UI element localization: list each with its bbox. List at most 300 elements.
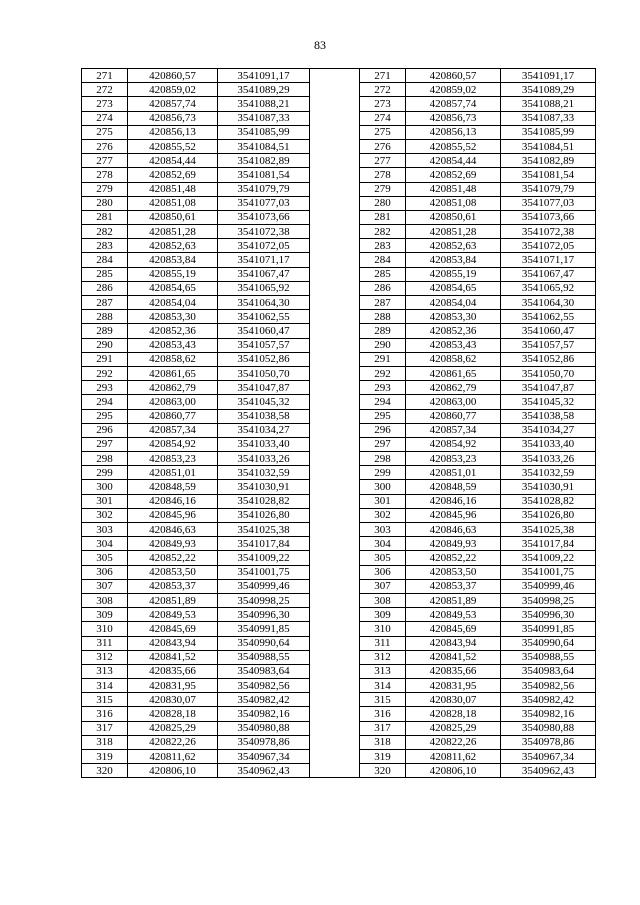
left-point-number-cell: 282: [82, 225, 128, 239]
right-x-coordinate-cell: 420856,13: [406, 125, 501, 139]
left-y-coordinate-cell: 3541084,51: [218, 139, 310, 153]
right-point-number-cell: 291: [360, 352, 406, 366]
column-gap: [310, 721, 360, 735]
left-x-coordinate-cell: 420863,00: [128, 395, 218, 409]
left-y-coordinate-cell: 3541045,32: [218, 395, 310, 409]
table-row: [82, 83, 596, 97]
column-gap: [310, 636, 360, 650]
left-x-coordinate-cell: 420853,50: [128, 565, 218, 579]
table-row: [82, 111, 596, 125]
table-row: [82, 154, 596, 168]
right-y-coordinate-cell: 3540962,43: [501, 764, 596, 778]
left-point-number-cell: 291: [82, 352, 128, 366]
left-x-coordinate-cell: 420845,69: [128, 622, 218, 636]
table-row: [82, 565, 596, 579]
left-point-number-cell: 304: [82, 537, 128, 551]
right-y-coordinate-cell: 3541034,27: [501, 423, 596, 437]
table-row: [82, 139, 596, 153]
left-point-number-cell: 309: [82, 608, 128, 622]
left-x-coordinate-cell: 420854,92: [128, 437, 218, 451]
table-row: [82, 735, 596, 749]
right-point-number-cell: 307: [360, 579, 406, 593]
left-point-number-cell: 320: [82, 764, 128, 778]
left-y-coordinate-cell: 3541033,40: [218, 437, 310, 451]
right-point-number-cell: 302: [360, 508, 406, 522]
table-row: [82, 579, 596, 593]
right-y-coordinate-cell: 3540999,46: [501, 579, 596, 593]
right-y-coordinate-cell: 3540998,25: [501, 593, 596, 607]
left-point-number-cell: 274: [82, 111, 128, 125]
left-x-coordinate-cell: 420845,96: [128, 508, 218, 522]
right-y-coordinate-cell: 3541072,05: [501, 239, 596, 253]
left-x-coordinate-cell: 420822,26: [128, 735, 218, 749]
right-y-coordinate-cell: 3541001,75: [501, 565, 596, 579]
left-y-coordinate-cell: 3540982,42: [218, 693, 310, 707]
right-point-number-cell: 313: [360, 664, 406, 678]
table-row: [82, 622, 596, 636]
column-gap: [310, 111, 360, 125]
left-point-number-cell: 296: [82, 423, 128, 437]
right-point-number-cell: 306: [360, 565, 406, 579]
right-y-coordinate-cell: 3541084,51: [501, 139, 596, 153]
left-y-coordinate-cell: 3541038,58: [218, 409, 310, 423]
left-y-coordinate-cell: 3541072,38: [218, 225, 310, 239]
left-y-coordinate-cell: 3540983,64: [218, 664, 310, 678]
table-row: [82, 225, 596, 239]
left-x-coordinate-cell: 420853,23: [128, 452, 218, 466]
table-row: [82, 324, 596, 338]
right-y-coordinate-cell: 3541050,70: [501, 366, 596, 380]
left-point-number-cell: 273: [82, 97, 128, 111]
right-point-number-cell: 314: [360, 679, 406, 693]
left-point-number-cell: 289: [82, 324, 128, 338]
left-x-coordinate-cell: 420858,62: [128, 352, 218, 366]
left-x-coordinate-cell: 420857,74: [128, 97, 218, 111]
right-point-number-cell: 311: [360, 636, 406, 650]
right-x-coordinate-cell: 420860,57: [406, 69, 501, 83]
right-x-coordinate-cell: 420852,63: [406, 239, 501, 253]
left-y-coordinate-cell: 3541062,55: [218, 310, 310, 324]
right-point-number-cell: 274: [360, 111, 406, 125]
left-y-coordinate-cell: 3541050,70: [218, 366, 310, 380]
right-y-coordinate-cell: 3540983,64: [501, 664, 596, 678]
left-x-coordinate-cell: 420861,65: [128, 366, 218, 380]
right-x-coordinate-cell: 420851,28: [406, 225, 501, 239]
left-point-number-cell: 272: [82, 83, 128, 97]
left-y-coordinate-cell: 3541087,33: [218, 111, 310, 125]
left-y-coordinate-cell: 3541081,54: [218, 168, 310, 182]
left-x-coordinate-cell: 420825,29: [128, 721, 218, 735]
left-point-number-cell: 297: [82, 437, 128, 451]
right-y-coordinate-cell: 3541047,87: [501, 381, 596, 395]
left-x-coordinate-cell: 420852,63: [128, 239, 218, 253]
table-row: [82, 239, 596, 253]
right-x-coordinate-cell: 420853,30: [406, 310, 501, 324]
table-row: [82, 452, 596, 466]
left-y-coordinate-cell: 3541009,22: [218, 551, 310, 565]
column-gap: [310, 154, 360, 168]
table-row: [82, 664, 596, 678]
left-y-coordinate-cell: 3541001,75: [218, 565, 310, 579]
left-point-number-cell: 299: [82, 466, 128, 480]
left-point-number-cell: 279: [82, 182, 128, 196]
column-gap: [310, 551, 360, 565]
column-gap: [310, 622, 360, 636]
coordinates-table-body: [82, 69, 596, 778]
right-y-coordinate-cell: 3541085,99: [501, 125, 596, 139]
right-x-coordinate-cell: 420862,79: [406, 381, 501, 395]
table-row: [82, 366, 596, 380]
left-x-coordinate-cell: 420856,13: [128, 125, 218, 139]
column-gap: [310, 267, 360, 281]
column-gap: [310, 664, 360, 678]
left-point-number-cell: 312: [82, 650, 128, 664]
right-x-coordinate-cell: 420831,95: [406, 679, 501, 693]
left-x-coordinate-cell: 420853,30: [128, 310, 218, 324]
right-x-coordinate-cell: 420846,16: [406, 494, 501, 508]
left-point-number-cell: 284: [82, 253, 128, 267]
left-y-coordinate-cell: 3541034,27: [218, 423, 310, 437]
table-row: [82, 523, 596, 537]
right-x-coordinate-cell: 420811,62: [406, 750, 501, 764]
right-y-coordinate-cell: 3540982,42: [501, 693, 596, 707]
left-y-coordinate-cell: 3541028,82: [218, 494, 310, 508]
left-y-coordinate-cell: 3541077,03: [218, 196, 310, 210]
left-x-coordinate-cell: 420846,16: [128, 494, 218, 508]
right-x-coordinate-cell: 420857,34: [406, 423, 501, 437]
right-y-coordinate-cell: 3541028,82: [501, 494, 596, 508]
right-y-coordinate-cell: 3541045,32: [501, 395, 596, 409]
table-row: [82, 253, 596, 267]
right-x-coordinate-cell: 420849,93: [406, 537, 501, 551]
right-y-coordinate-cell: 3540996,30: [501, 608, 596, 622]
right-x-coordinate-cell: 420845,96: [406, 508, 501, 522]
left-point-number-cell: 314: [82, 679, 128, 693]
right-y-coordinate-cell: 3541072,38: [501, 225, 596, 239]
left-x-coordinate-cell: 420849,93: [128, 537, 218, 551]
left-point-number-cell: 288: [82, 310, 128, 324]
right-point-number-cell: 285: [360, 267, 406, 281]
column-gap: [310, 83, 360, 97]
left-y-coordinate-cell: 3541091,17: [218, 69, 310, 83]
right-point-number-cell: 276: [360, 139, 406, 153]
right-point-number-cell: 273: [360, 97, 406, 111]
table-row: [82, 437, 596, 451]
table-row: [82, 650, 596, 664]
left-point-number-cell: 318: [82, 735, 128, 749]
table-row: [82, 281, 596, 295]
column-gap: [310, 139, 360, 153]
left-x-coordinate-cell: 420849,53: [128, 608, 218, 622]
column-gap: [310, 381, 360, 395]
left-point-number-cell: 281: [82, 210, 128, 224]
left-point-number-cell: 307: [82, 579, 128, 593]
right-x-coordinate-cell: 420846,63: [406, 523, 501, 537]
left-x-coordinate-cell: 420846,63: [128, 523, 218, 537]
left-point-number-cell: 276: [82, 139, 128, 153]
left-point-number-cell: 313: [82, 664, 128, 678]
left-y-coordinate-cell: 3540998,25: [218, 593, 310, 607]
right-y-coordinate-cell: 3541087,33: [501, 111, 596, 125]
table-row: [82, 707, 596, 721]
right-point-number-cell: 290: [360, 338, 406, 352]
left-y-coordinate-cell: 3541088,21: [218, 97, 310, 111]
left-y-coordinate-cell: 3541047,87: [218, 381, 310, 395]
column-gap: [310, 338, 360, 352]
column-gap: [310, 69, 360, 83]
column-gap: [310, 352, 360, 366]
column-gap: [310, 735, 360, 749]
table-row: [82, 636, 596, 650]
column-gap: [310, 608, 360, 622]
column-gap: [310, 366, 360, 380]
column-gap: [310, 523, 360, 537]
right-point-number-cell: 294: [360, 395, 406, 409]
right-x-coordinate-cell: 420853,23: [406, 452, 501, 466]
right-x-coordinate-cell: 420845,69: [406, 622, 501, 636]
right-point-number-cell: 272: [360, 83, 406, 97]
right-y-coordinate-cell: 3541032,59: [501, 466, 596, 480]
left-point-number-cell: 311: [82, 636, 128, 650]
left-point-number-cell: 303: [82, 523, 128, 537]
left-point-number-cell: 287: [82, 296, 128, 310]
right-point-number-cell: 318: [360, 735, 406, 749]
right-x-coordinate-cell: 420859,02: [406, 83, 501, 97]
left-y-coordinate-cell: 3541079,79: [218, 182, 310, 196]
table-row: [82, 97, 596, 111]
left-point-number-cell: 298: [82, 452, 128, 466]
column-gap: [310, 196, 360, 210]
right-x-coordinate-cell: 420861,65: [406, 366, 501, 380]
right-x-coordinate-cell: 420825,29: [406, 721, 501, 735]
right-point-number-cell: 292: [360, 366, 406, 380]
right-x-coordinate-cell: 420851,08: [406, 196, 501, 210]
left-point-number-cell: 294: [82, 395, 128, 409]
left-y-coordinate-cell: 3540967,34: [218, 750, 310, 764]
right-y-coordinate-cell: 3541073,66: [501, 210, 596, 224]
column-gap: [310, 508, 360, 522]
right-x-coordinate-cell: 420850,61: [406, 210, 501, 224]
right-y-coordinate-cell: 3540978,86: [501, 735, 596, 749]
right-x-coordinate-cell: 420852,69: [406, 168, 501, 182]
column-gap: [310, 480, 360, 494]
right-x-coordinate-cell: 420822,26: [406, 735, 501, 749]
left-y-coordinate-cell: 3541060,47: [218, 324, 310, 338]
right-point-number-cell: 275: [360, 125, 406, 139]
left-y-coordinate-cell: 3541030,91: [218, 480, 310, 494]
right-x-coordinate-cell: 420841,52: [406, 650, 501, 664]
column-gap: [310, 466, 360, 480]
left-point-number-cell: 290: [82, 338, 128, 352]
left-point-number-cell: 305: [82, 551, 128, 565]
table-row: [82, 352, 596, 366]
column-gap: [310, 679, 360, 693]
right-x-coordinate-cell: 420863,00: [406, 395, 501, 409]
column-gap: [310, 750, 360, 764]
right-y-coordinate-cell: 3540982,56: [501, 679, 596, 693]
left-x-coordinate-cell: 420852,22: [128, 551, 218, 565]
right-point-number-cell: 295: [360, 409, 406, 423]
right-point-number-cell: 312: [360, 650, 406, 664]
left-y-coordinate-cell: 3541073,66: [218, 210, 310, 224]
left-point-number-cell: 280: [82, 196, 128, 210]
column-gap: [310, 125, 360, 139]
right-y-coordinate-cell: 3541082,89: [501, 154, 596, 168]
left-x-coordinate-cell: 420843,94: [128, 636, 218, 650]
coordinates-table: [81, 68, 596, 778]
column-gap: [310, 97, 360, 111]
left-point-number-cell: 319: [82, 750, 128, 764]
right-point-number-cell: 281: [360, 210, 406, 224]
right-y-coordinate-cell: 3541081,54: [501, 168, 596, 182]
table-row: [82, 423, 596, 437]
left-y-coordinate-cell: 3541017,84: [218, 537, 310, 551]
right-point-number-cell: 320: [360, 764, 406, 778]
left-y-coordinate-cell: 3541064,30: [218, 296, 310, 310]
right-x-coordinate-cell: 420851,01: [406, 466, 501, 480]
right-y-coordinate-cell: 3541062,55: [501, 310, 596, 324]
right-point-number-cell: 293: [360, 381, 406, 395]
right-point-number-cell: 297: [360, 437, 406, 451]
column-gap: [310, 210, 360, 224]
table-row: [82, 593, 596, 607]
right-y-coordinate-cell: 3541067,47: [501, 267, 596, 281]
column-gap: [310, 494, 360, 508]
column-gap: [310, 537, 360, 551]
right-point-number-cell: 280: [360, 196, 406, 210]
right-point-number-cell: 279: [360, 182, 406, 196]
right-x-coordinate-cell: 420853,50: [406, 565, 501, 579]
left-point-number-cell: 275: [82, 125, 128, 139]
right-y-coordinate-cell: 3541088,21: [501, 97, 596, 111]
right-point-number-cell: 286: [360, 281, 406, 295]
right-y-coordinate-cell: 3541064,30: [501, 296, 596, 310]
right-x-coordinate-cell: 420828,18: [406, 707, 501, 721]
right-point-number-cell: 287: [360, 296, 406, 310]
table-row: [82, 537, 596, 551]
right-point-number-cell: 303: [360, 523, 406, 537]
right-x-coordinate-cell: 420835,66: [406, 664, 501, 678]
page-number: 83: [314, 38, 326, 52]
left-y-coordinate-cell: 3541067,47: [218, 267, 310, 281]
table-row: [82, 296, 596, 310]
right-point-number-cell: 310: [360, 622, 406, 636]
right-x-coordinate-cell: 420854,65: [406, 281, 501, 295]
right-y-coordinate-cell: 3540991,85: [501, 622, 596, 636]
right-x-coordinate-cell: 420860,77: [406, 409, 501, 423]
left-point-number-cell: 300: [82, 480, 128, 494]
left-x-coordinate-cell: 420851,28: [128, 225, 218, 239]
left-x-coordinate-cell: 420830,07: [128, 693, 218, 707]
left-y-coordinate-cell: 3541032,59: [218, 466, 310, 480]
right-y-coordinate-cell: 3540982,16: [501, 707, 596, 721]
right-point-number-cell: 283: [360, 239, 406, 253]
column-gap: [310, 182, 360, 196]
left-x-coordinate-cell: 420860,57: [128, 69, 218, 83]
left-x-coordinate-cell: 420850,61: [128, 210, 218, 224]
left-point-number-cell: 308: [82, 593, 128, 607]
table-row: [82, 395, 596, 409]
left-x-coordinate-cell: 420853,37: [128, 579, 218, 593]
right-x-coordinate-cell: 420855,52: [406, 139, 501, 153]
left-point-number-cell: 302: [82, 508, 128, 522]
right-point-number-cell: 315: [360, 693, 406, 707]
left-point-number-cell: 317: [82, 721, 128, 735]
column-gap: [310, 693, 360, 707]
table-row: [82, 466, 596, 480]
table-row: [82, 381, 596, 395]
right-x-coordinate-cell: 420854,04: [406, 296, 501, 310]
right-x-coordinate-cell: 420830,07: [406, 693, 501, 707]
right-point-number-cell: 271: [360, 69, 406, 83]
right-point-number-cell: 304: [360, 537, 406, 551]
right-x-coordinate-cell: 420851,89: [406, 593, 501, 607]
left-x-coordinate-cell: 420841,52: [128, 650, 218, 664]
column-gap: [310, 310, 360, 324]
right-y-coordinate-cell: 3541026,80: [501, 508, 596, 522]
right-point-number-cell: 300: [360, 480, 406, 494]
right-y-coordinate-cell: 3541009,22: [501, 551, 596, 565]
right-y-coordinate-cell: 3541060,47: [501, 324, 596, 338]
right-point-number-cell: 284: [360, 253, 406, 267]
table-row: [82, 196, 596, 210]
right-x-coordinate-cell: 420857,74: [406, 97, 501, 111]
left-x-coordinate-cell: 420828,18: [128, 707, 218, 721]
left-point-number-cell: 283: [82, 239, 128, 253]
left-x-coordinate-cell: 420835,66: [128, 664, 218, 678]
right-point-number-cell: 277: [360, 154, 406, 168]
right-point-number-cell: 278: [360, 168, 406, 182]
right-x-coordinate-cell: 420854,44: [406, 154, 501, 168]
right-y-coordinate-cell: 3541091,17: [501, 69, 596, 83]
right-point-number-cell: 301: [360, 494, 406, 508]
table-row: [82, 551, 596, 565]
right-point-number-cell: 309: [360, 608, 406, 622]
right-x-coordinate-cell: 420843,94: [406, 636, 501, 650]
left-y-coordinate-cell: 3540999,46: [218, 579, 310, 593]
right-y-coordinate-cell: 3541025,38: [501, 523, 596, 537]
table-row: [82, 310, 596, 324]
table-row: [82, 679, 596, 693]
right-x-coordinate-cell: 420848,59: [406, 480, 501, 494]
right-x-coordinate-cell: 420854,92: [406, 437, 501, 451]
table-row: [82, 494, 596, 508]
right-x-coordinate-cell: 420855,19: [406, 267, 501, 281]
right-y-coordinate-cell: 3540988,55: [501, 650, 596, 664]
left-x-coordinate-cell: 420855,19: [128, 267, 218, 281]
left-point-number-cell: 316: [82, 707, 128, 721]
right-x-coordinate-cell: 420853,43: [406, 338, 501, 352]
column-gap: [310, 579, 360, 593]
right-x-coordinate-cell: 420851,48: [406, 182, 501, 196]
left-y-coordinate-cell: 3541026,80: [218, 508, 310, 522]
right-x-coordinate-cell: 420853,84: [406, 253, 501, 267]
left-point-number-cell: 315: [82, 693, 128, 707]
left-x-coordinate-cell: 420852,69: [128, 168, 218, 182]
left-x-coordinate-cell: 420857,34: [128, 423, 218, 437]
right-point-number-cell: 316: [360, 707, 406, 721]
left-x-coordinate-cell: 420860,77: [128, 409, 218, 423]
column-gap: [310, 225, 360, 239]
right-x-coordinate-cell: 420852,22: [406, 551, 501, 565]
left-y-coordinate-cell: 3541065,92: [218, 281, 310, 295]
right-x-coordinate-cell: 420849,53: [406, 608, 501, 622]
left-x-coordinate-cell: 420851,08: [128, 196, 218, 210]
right-x-coordinate-cell: 420806,10: [406, 764, 501, 778]
left-y-coordinate-cell: 3541082,89: [218, 154, 310, 168]
column-gap: [310, 707, 360, 721]
table-row: [82, 693, 596, 707]
